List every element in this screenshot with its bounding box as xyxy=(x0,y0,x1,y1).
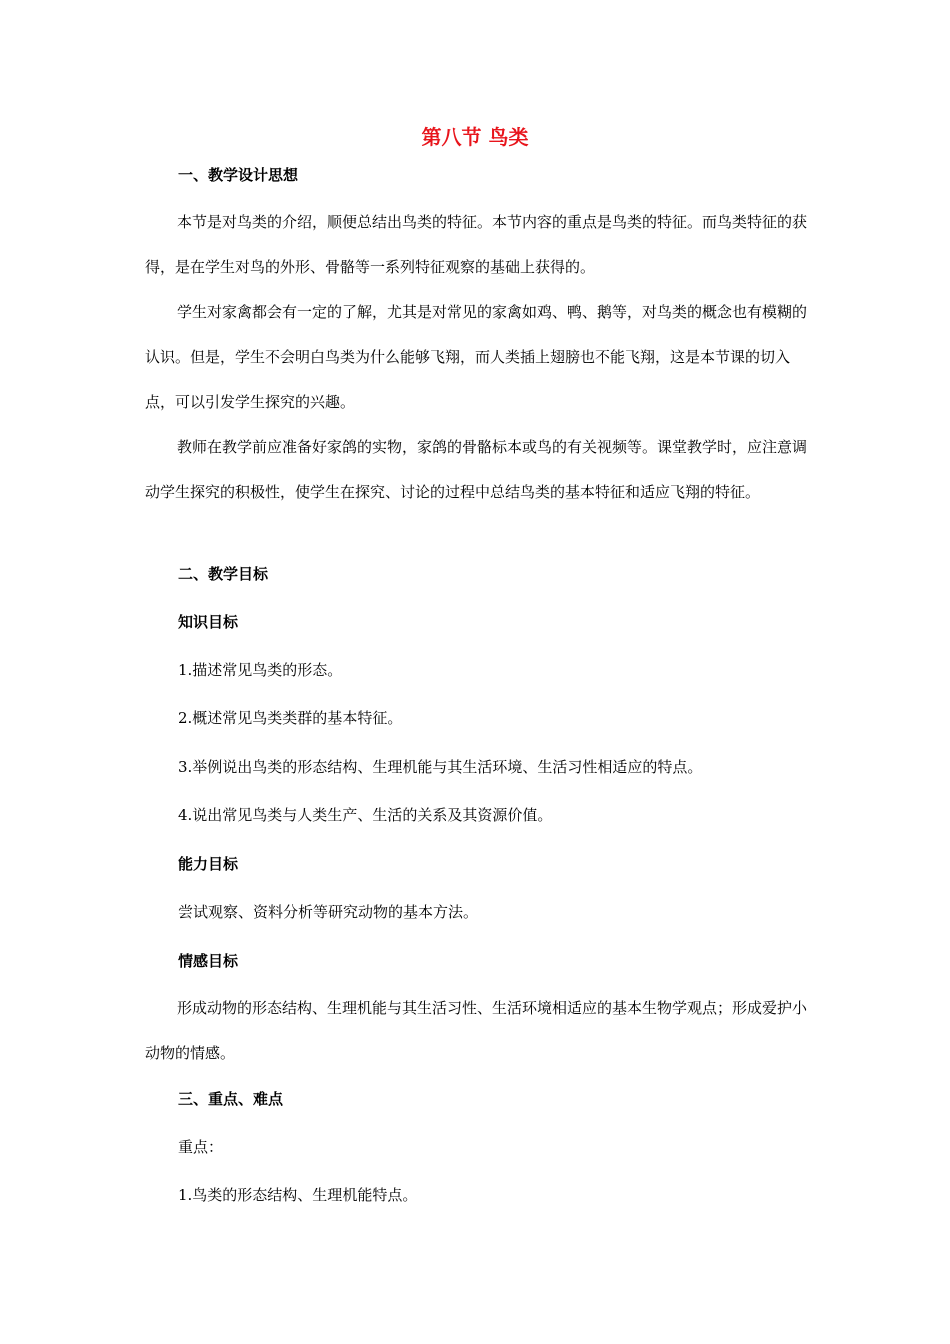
subheading-knowledge-goals: 知识目标 xyxy=(178,613,239,631)
paragraph-students: 学生对家禽都会有一定的了解，尤其是对常见的家禽如鸡、鸭、鹅等，对鸟类的概念也有模糊的认识。但是，学生不会明白鸟类为什么能够飞翔，而人类插上翅膀也不能飞翔，这是本节课的切入点，可以引发学生探究的兴趣。 xyxy=(145,303,808,411)
paragraph-teacher: 教师在教学前应准备好家鸽的实物，家鸽的骨骼标本或鸟的有关视频等。课堂教学时，应注意调动学生探究的积极性，使学生在探究、讨论的过程中总结鸟类的基本特征和适应飞翔的特征。 xyxy=(145,438,808,501)
key-item-1: 1.鸟类的形态结构、生理机能特点。 xyxy=(178,1186,418,1204)
section-heading-key-points: 三、重点、难点 xyxy=(178,1090,284,1108)
knowledge-item-1: 1.描述常见鸟类的形态。 xyxy=(178,661,343,679)
subheading-emotion-goals: 情感目标 xyxy=(178,952,239,970)
ability-text: 尝试观察、资料分析等研究动物的基本方法。 xyxy=(178,903,479,921)
knowledge-item-4: 4.说出常见鸟类与人类生产、生活的关系及其资源价值。 xyxy=(178,806,553,824)
subheading-ability-goals: 能力目标 xyxy=(178,855,239,873)
key-points-label: 重点： xyxy=(178,1138,224,1156)
section-heading-goals: 二、教学目标 xyxy=(178,565,269,583)
knowledge-item-3: 3.举例说出鸟类的形态结构、生理机能与其生活环境、生活习性相适应的特点。 xyxy=(178,758,703,776)
paragraph-intro: 本节是对鸟类的介绍，顺便总结出鸟类的特征。本节内容的重点是鸟类的特征。而鸟类特征的获得，是在学生对鸟的外形、骨骼等一系列特征观察的基础上获得的。 xyxy=(145,213,808,276)
document-title: 第八节 鸟类 xyxy=(421,125,529,149)
section-heading-design-thought: 一、教学设计思想 xyxy=(178,166,299,184)
knowledge-item-2: 2.概述常见鸟类类群的基本特征。 xyxy=(178,709,403,727)
emotion-text: 形成动物的形态结构、生理机能与其生活习性、生活环境相适应的基本生物学观点；形成爱护小动物的情感。 xyxy=(145,999,808,1062)
